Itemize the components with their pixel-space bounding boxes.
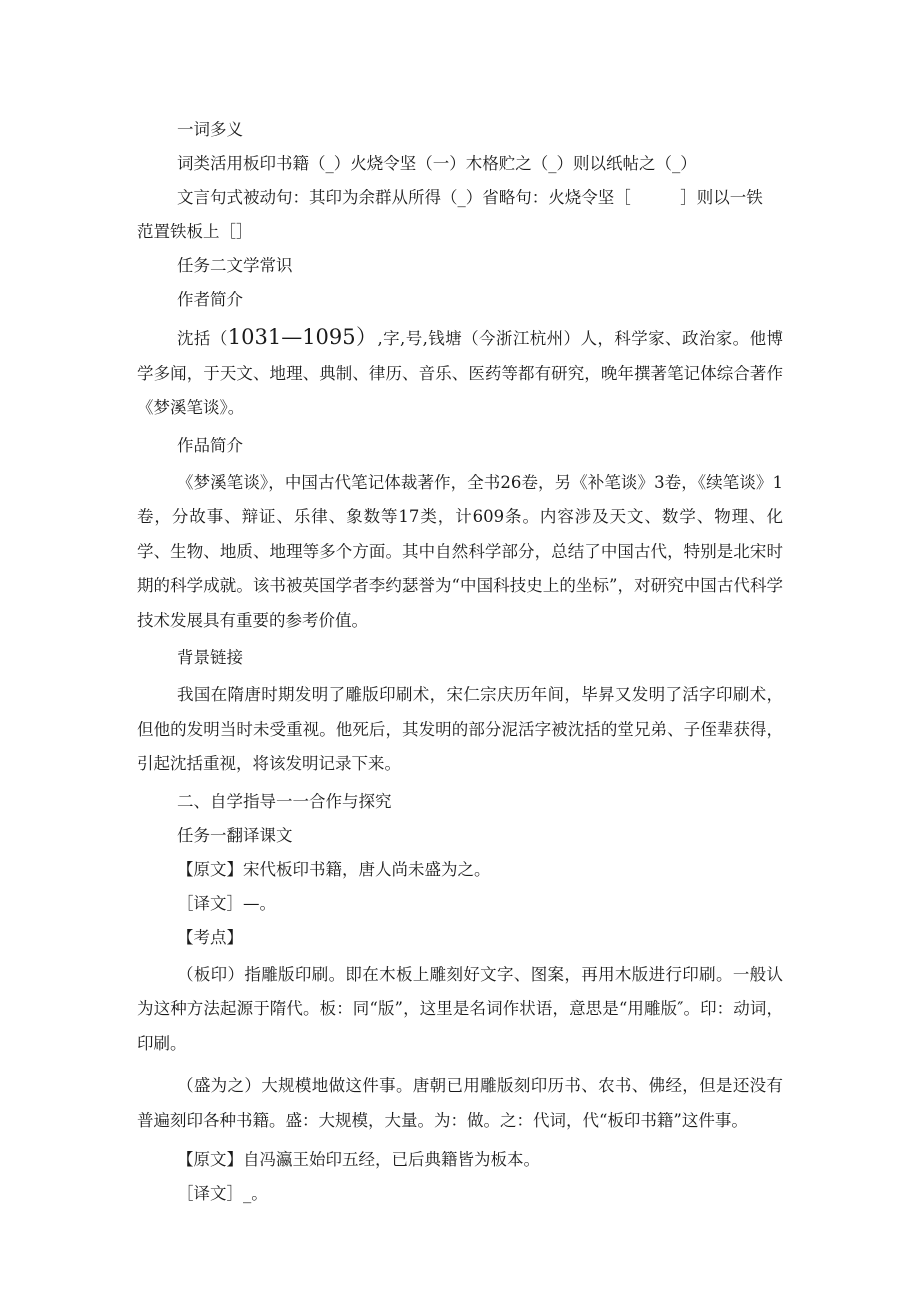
heading-task-two: 任务二文学常识 [177,256,293,275]
document-body [137,118,783,1206]
original-text-1: 【原文】宋代板印书籍，唐人尚未盛为之。 [177,859,491,879]
translation-1: ［译文］—。 [177,893,276,913]
paragraph-key-point-1: （板印）指雕版印刷。即在木板上雕刻好文字、图案，再用木版进行印刷。一般认为这种方法起源于隋代。板：同“版”，这里是名词作状语，意思是“用雕版″。印：动词，印刷。 [137,964,783,1053]
heading-key-points: 【考点】 [177,927,243,947]
paragraph-work: 《梦溪笔谈》，中国古代笔记体裁著作，全书26卷，另《补笔谈》3卷，《续笔谈》1卷，分故事、辩证、乐律、象数等17类，计609条。内容涉及天文、数学、物理、化学、生物、地质、地理等多个方面。其中自然科学部分，总结了中国古代，特别是北宋时期的科学成就。该书被英国学者李约瑟誉为“中国科技史上的坐标”，对研究中国古代科学技术发展具有重要的参考价值。 [137,472,783,630]
heading-background: 背景链接 [177,648,243,667]
author-name: 沈括（ [177,329,228,348]
heading-task-one: 任务一翻译课文 [177,825,293,845]
heading-work-intro: 作品简介 [177,435,243,455]
paragraph-background: 我国在隋唐时期发明了雕版印刷术，宋仁宗庆历年间，毕昇又发明了活字印刷术，但他的发明当时未受重视。他死后，其发明的部分泥活字被沈括的堂兄弟、子侄辈获得，引起沈括重视，将该发明记录下来。 [137,685,783,773]
line-word-class-usage: 词类活用板印书籍（_）火烧令坚（一）木格贮之（_）则以纸帖之（_） [177,154,697,173]
paragraph-author [137,320,783,426]
line-sentence-patterns-cont: 范置铁板上［］ [137,222,253,241]
heading-polysemy: 一词多义 [177,120,243,139]
translation-2: ［译文］_。 [177,1184,268,1203]
author-bio: ,字,号,钱塘（今浙江杭州）人，科学家、政治家。他博学多闻，于天文、地理、典制、律历、音乐、医药等都有研究，晚年撰著笔记体综合著作《梦溪笔谈》。 [137,329,784,417]
author-years: 1031—1095） [227,325,378,349]
original-text-2: 【原文】自冯瀛王始印五经，已后典籍皆为板本。 [177,1150,540,1169]
paragraph-key-point-2: （盛为之）大规模地做这件事。唐朝已用雕版刻印历书、农书、佛经，但是还没有普遍刻印各种书籍。盛：大规模，大量。为：做。之：代词，代“板印书籍”这件事。 [137,1076,783,1130]
line-sentence-patterns: 文言句式被动句：其印为余群从所得（_）省略句：火烧令坚［ ］则以一铁 [177,188,763,207]
heading-author-intro: 作者简介 [177,290,243,309]
heading-self-study: 二、自学指导一一合作与探究 [177,791,392,811]
